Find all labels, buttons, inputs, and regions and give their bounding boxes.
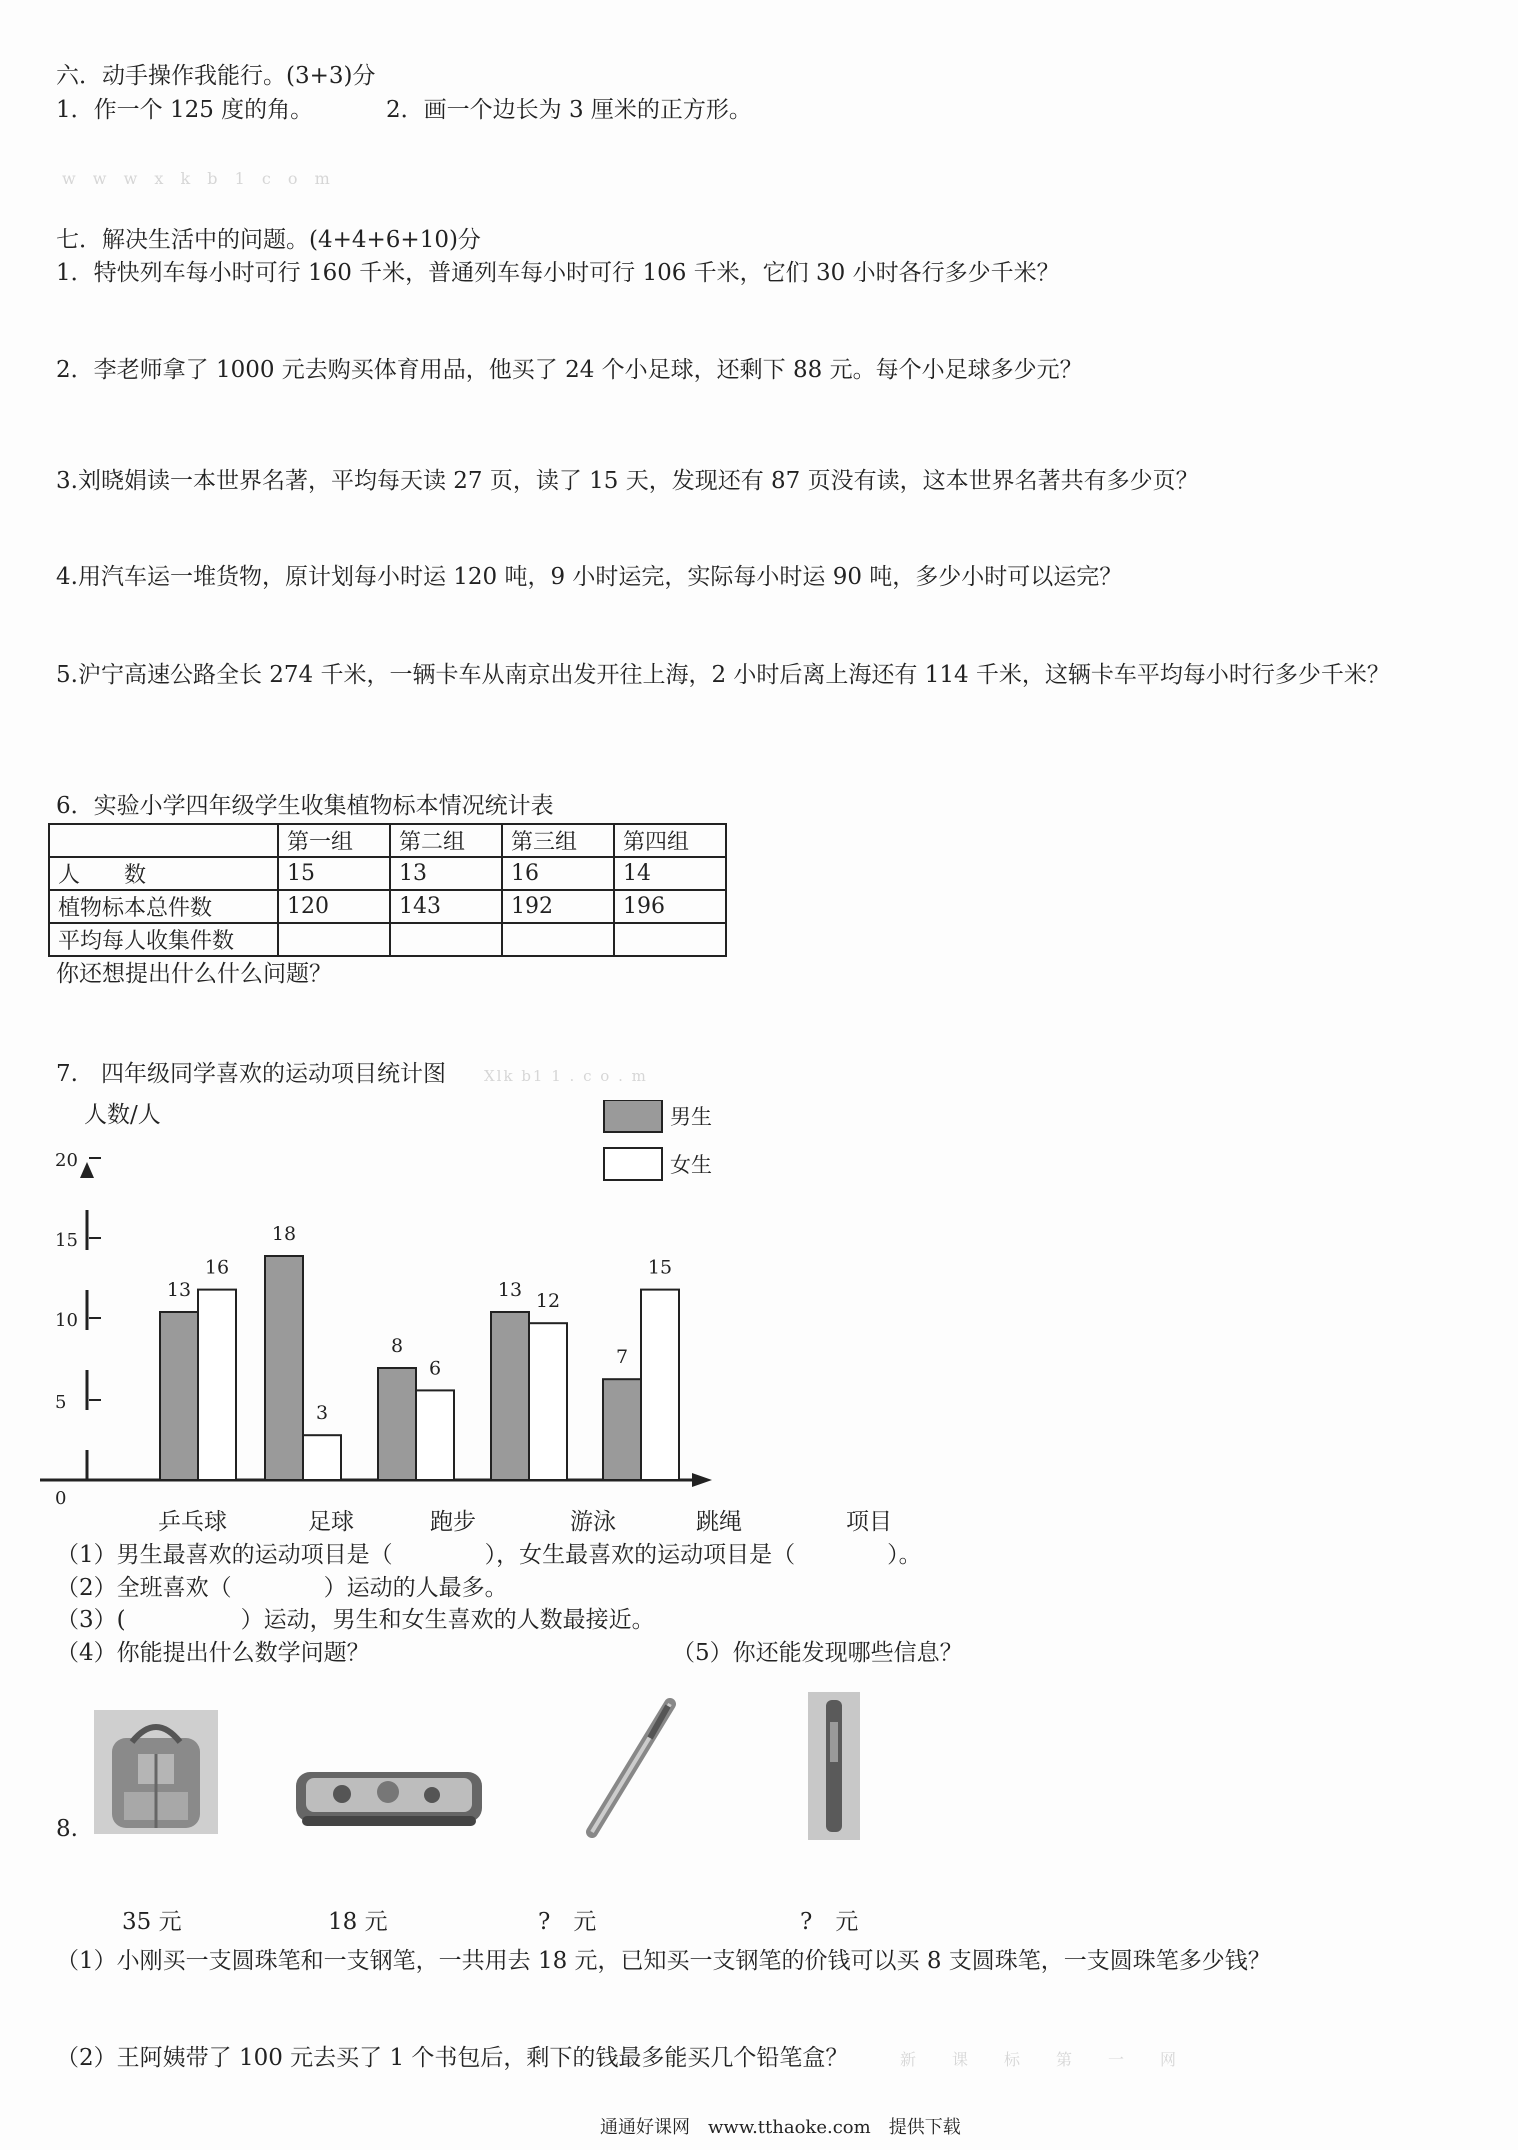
- backpack-image: [94, 1710, 218, 1834]
- page-footer: 通通好课网 www.tthaoke.com 提供下载: [600, 2117, 961, 2138]
- table-row: [49, 857, 726, 890]
- section6-q2: 2．画一个边长为 3 厘米的正方形。: [386, 97, 752, 123]
- y-axis-label: 人数/人: [84, 1102, 161, 1128]
- section7-title: 七．解决生活中的问题。(4+4+6+10)分: [56, 227, 481, 253]
- bar-boys: [378, 1368, 416, 1480]
- bar-value-label: 15: [647, 1256, 673, 1279]
- bar-boys: [265, 1256, 303, 1480]
- price-label: ? 元: [800, 1909, 859, 1935]
- table-header-cell: 第二组: [390, 824, 502, 857]
- y-tick-label: 10: [55, 1310, 78, 1331]
- chart-question-4: （4）你能提出什么数学问题？: [56, 1640, 370, 1666]
- table-title: 6．实验小学四年级学生收集植物标本情况统计表: [56, 793, 554, 819]
- table-row-label: 人 数: [49, 857, 278, 890]
- bar-value-label: 8: [390, 1335, 404, 1357]
- table-cell: 15: [278, 857, 390, 890]
- price-label: ? 元: [538, 1909, 597, 1935]
- bar-boys: [160, 1312, 198, 1480]
- watermark-text: 新 课 标 第 一 网: [900, 2050, 1187, 2069]
- legend-label: 女生: [670, 1153, 712, 1177]
- chart-bars: [160, 1223, 679, 1480]
- legend-swatch: [604, 1100, 662, 1132]
- table-header-cell: 第四组: [614, 824, 726, 857]
- table-header-cell: 第一组: [278, 824, 390, 857]
- table-row-label: 平均每人收集件数: [49, 923, 278, 956]
- table-cell: [502, 923, 614, 956]
- x-axis-end-label: 项目: [846, 1509, 892, 1535]
- chart-question-3: （3）( ）运动，男生和女生喜欢的人数最接近。: [56, 1607, 655, 1633]
- bar-value-label: 18: [271, 1223, 297, 1245]
- legend-swatch: [604, 1148, 662, 1180]
- y-tick-label: 0: [55, 1488, 67, 1509]
- x-category-label: 跑步: [430, 1509, 476, 1535]
- table-cell: 14: [614, 857, 726, 890]
- section6-title: 六．动手操作我能行。(3+3)分: [56, 63, 376, 89]
- section8-q2: （2）王阿姨带了 100 元去买了 1 个书包后，剩下的钱最多能买几个铅笔盒？: [56, 2045, 849, 2071]
- bar-boys: [603, 1379, 641, 1480]
- table-cell: 16: [502, 857, 614, 890]
- chart-question-2: （2）全班喜欢（ ）运动的人最多。: [56, 1575, 508, 1601]
- table-cell: 196: [614, 890, 726, 923]
- price-label: 35 元: [122, 1909, 182, 1935]
- bar-value-label: 7: [615, 1346, 629, 1369]
- bar-girls: [529, 1323, 567, 1480]
- section6-q1: 1．作一个 125 度的角。: [56, 97, 314, 123]
- chart-question-1: （1）男生最喜欢的运动项目是（ ），女生最喜欢的运动项目是（ ）。: [56, 1542, 922, 1568]
- fountain-pen-image: [808, 1692, 860, 1840]
- bar-girls: [416, 1390, 454, 1480]
- bar-boys: [491, 1312, 529, 1480]
- problem-5: 5.沪宁高速公路全长 274 千米，一辆卡车从南京出发开往上海，2 小时后离上海还有 114 千米，这辆卡车平均每小时行多少千米？: [56, 662, 1390, 688]
- table-cell: 192: [502, 890, 614, 923]
- problem-1: 1．特快列车每小时可行 160 千米，普通列车每小时可行 106 千米，它们 30 小时各行多少千米？: [56, 260, 1060, 286]
- table-question: 你还想提出什么什么问题？: [56, 961, 332, 987]
- table-cell: [390, 923, 502, 956]
- x-axis-arrow-icon: [692, 1473, 712, 1487]
- x-category-label: 游泳: [570, 1509, 616, 1535]
- y-tick-label: 15: [55, 1230, 78, 1251]
- bar-value-label: 13: [166, 1279, 192, 1301]
- bar-girls: [198, 1290, 236, 1480]
- table-cell: [49, 824, 278, 857]
- price-label: 18 元: [328, 1909, 388, 1935]
- section8-number: 8.: [56, 1816, 78, 1842]
- bar-value-label: 13: [497, 1279, 523, 1301]
- watermark-text: w w w x k b 1 c o m: [62, 169, 336, 188]
- pencil-case-image: [292, 1762, 486, 1834]
- problem-3: 3.刘晓娟读一本世界名著，平均每天读 27 页，读了 15 天，发现还有 87 页没有读，这本世界名著共有多少页？: [56, 468, 1199, 494]
- table-cell: [614, 923, 726, 956]
- bar-value-label: 16: [204, 1256, 230, 1279]
- chart-watermark: Xlk b1 1 . c o . m: [484, 1067, 648, 1085]
- table-cell: [278, 923, 390, 956]
- table-row: [49, 890, 726, 923]
- y-tick-label: 5: [55, 1392, 67, 1413]
- table-cell: 143: [390, 890, 502, 923]
- chart-question-5: （5）你还能发现哪些信息？: [672, 1640, 963, 1666]
- bar-value-label: 12: [535, 1290, 561, 1313]
- bar-girls: [641, 1290, 679, 1480]
- y-tick-label: 20: [55, 1150, 78, 1171]
- chart-legend: [604, 1100, 712, 1180]
- table-row-label: 植物标本总件数: [49, 890, 278, 923]
- x-category-label: 乒乓球: [158, 1509, 227, 1535]
- chart-title: 7. 四年级同学喜欢的运动项目统计图: [56, 1061, 446, 1087]
- bar-value-label: 6: [428, 1357, 442, 1380]
- table-row: [49, 923, 726, 956]
- bar-value-label: 3: [315, 1402, 329, 1425]
- table-cell: 13: [390, 857, 502, 890]
- legend-label: 男生: [670, 1105, 712, 1129]
- table-header-cell: 第三组: [502, 824, 614, 857]
- x-category-label: 跳绳: [696, 1509, 742, 1535]
- table-header-row: [49, 824, 726, 857]
- bar-girls: [303, 1435, 341, 1480]
- section8-q1: （1）小刚买一支圆珠笔和一支钢笔，一共用去 18 元，已知买一支钢笔的价钱可以买 8 支圆珠笔，一支圆珠笔多少钱？: [56, 1948, 1271, 1974]
- ballpoint-pen-image: [580, 1698, 680, 1838]
- y-axis-arrow-icon: [80, 1162, 94, 1178]
- stats-table: [48, 823, 727, 957]
- problem-4: 4.用汽车运一堆货物，原计划每小时运 120 吨，9 小时运完，实际每小时运 90 吨，多少小时可以运完？: [56, 564, 1123, 590]
- x-category-label: 足球: [308, 1509, 354, 1535]
- problem-2: 2．李老师拿了 1000 元去购买体育用品，他买了 24 个小足球，还剩下 88 元。每个小足球多少元？: [56, 357, 1083, 383]
- bar-chart: [40, 1100, 740, 1520]
- table-cell: 120: [278, 890, 390, 923]
